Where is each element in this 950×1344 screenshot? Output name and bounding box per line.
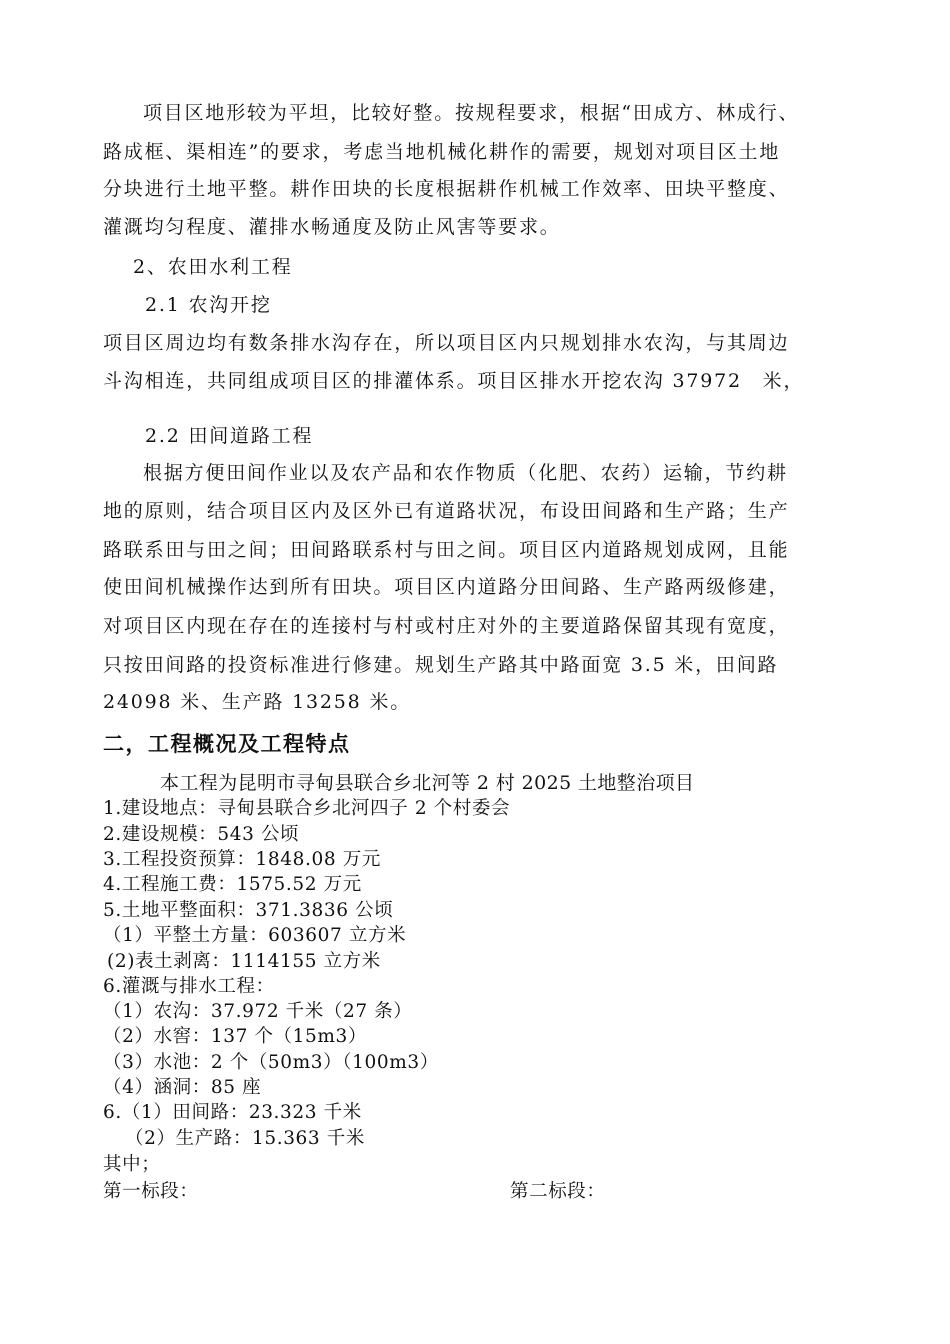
list-item: 1.建设地点：寻甸县联合乡北河四子 2 个村委会 — [103, 798, 511, 819]
list-item: （2）水窖：137 个（15m3） — [103, 1026, 368, 1047]
bid-section-two-label: 第二标段： — [510, 1181, 606, 1202]
list-item: 6.（1）田间路：23.323 千米 — [103, 1102, 362, 1123]
section-heading: 二，工程概况及工程特点 — [103, 732, 351, 756]
list-item: (2)表土剥离：1114155 立方米 — [107, 951, 381, 972]
bid-section-one-label: 第一标段： — [103, 1181, 199, 1202]
list-item: （4）涵洞：85 座 — [103, 1077, 262, 1098]
text-line: 24098 米、生产路 13258 米。 — [103, 691, 412, 713]
subheading-ditch-excavation: 2.1 农沟开挖 — [145, 294, 272, 316]
text-line: 使田间机械操作达到所有田块。项目区内道路分田间路、生产路两级修建， — [103, 576, 790, 598]
text-line: 灌溉均匀程度、灌排水畅通度及防止风害等要求。 — [103, 216, 561, 238]
list-item: （1）平整土方量：603607 立方米 — [103, 925, 407, 946]
list-item: （2）生产路：15.363 千米 — [125, 1128, 365, 1149]
text-line: 路成框、渠相连”的要求，考虑当地机械化耕作的需要，规划对项目区土地 — [103, 141, 781, 163]
list-item: 其中； — [103, 1154, 161, 1175]
text-line: 斗沟相连，共同组成项目区的排灌体系。项目区排水开挖农沟 37972 米， — [103, 370, 805, 392]
text-line: 分块进行土地平整。耕作田块的长度根据耕作机械工作效率、田块平整度、 — [103, 178, 790, 200]
list-item: （1）农沟：37.972 千米（27 条） — [103, 1001, 413, 1022]
list-item: 3.工程投资预算：1848.08 万元 — [103, 849, 381, 870]
text-line: 对项目区内现在存在的连接村与村或村庄对外的主要道路保留其现有宽度， — [103, 615, 790, 637]
project-intro: 本工程为昆明市寻甸县联合乡北河等 2 村 2025 土地整治项目 — [160, 772, 695, 794]
text-line: 根据方便田间作业以及农产品和农作物质（化肥、农药）运输，节约耕 — [143, 462, 788, 484]
list-item: 5.土地平整面积：371.3836 公顷 — [103, 900, 394, 921]
text-line: 项目区周边均有数条排水沟存在，所以项目区内只规划排水农沟，与其周边 — [103, 332, 790, 354]
subheading-farmland-water: 2、农田水利工程 — [133, 256, 293, 278]
list-item: 2.建设规模：543 公顷 — [103, 824, 300, 845]
list-item: 6.灌溉与排水工程： — [103, 976, 275, 997]
subheading-field-roads: 2.2 田间道路工程 — [145, 425, 314, 447]
text-line: 只按田间路的投资标准进行修建。规划生产路其中路面宽 3.5 米，田间路 — [103, 654, 779, 676]
text-line: 项目区地形较为平坦，比较好整。按规程要求，根据“田成方、林成行、 — [143, 102, 800, 124]
list-item: （3）水池：2 个（50m3）（100m3） — [103, 1052, 439, 1073]
text-line: 路联系田与田之间；田间路联系村与田之间。项目区内道路规划成网，且能 — [103, 539, 790, 561]
text-line: 地的原则，结合项目区内及区外已有道路状况，布设田间路和生产路；生产 — [103, 500, 790, 522]
list-item: 4.工程施工费：1575.52 万元 — [103, 874, 362, 895]
